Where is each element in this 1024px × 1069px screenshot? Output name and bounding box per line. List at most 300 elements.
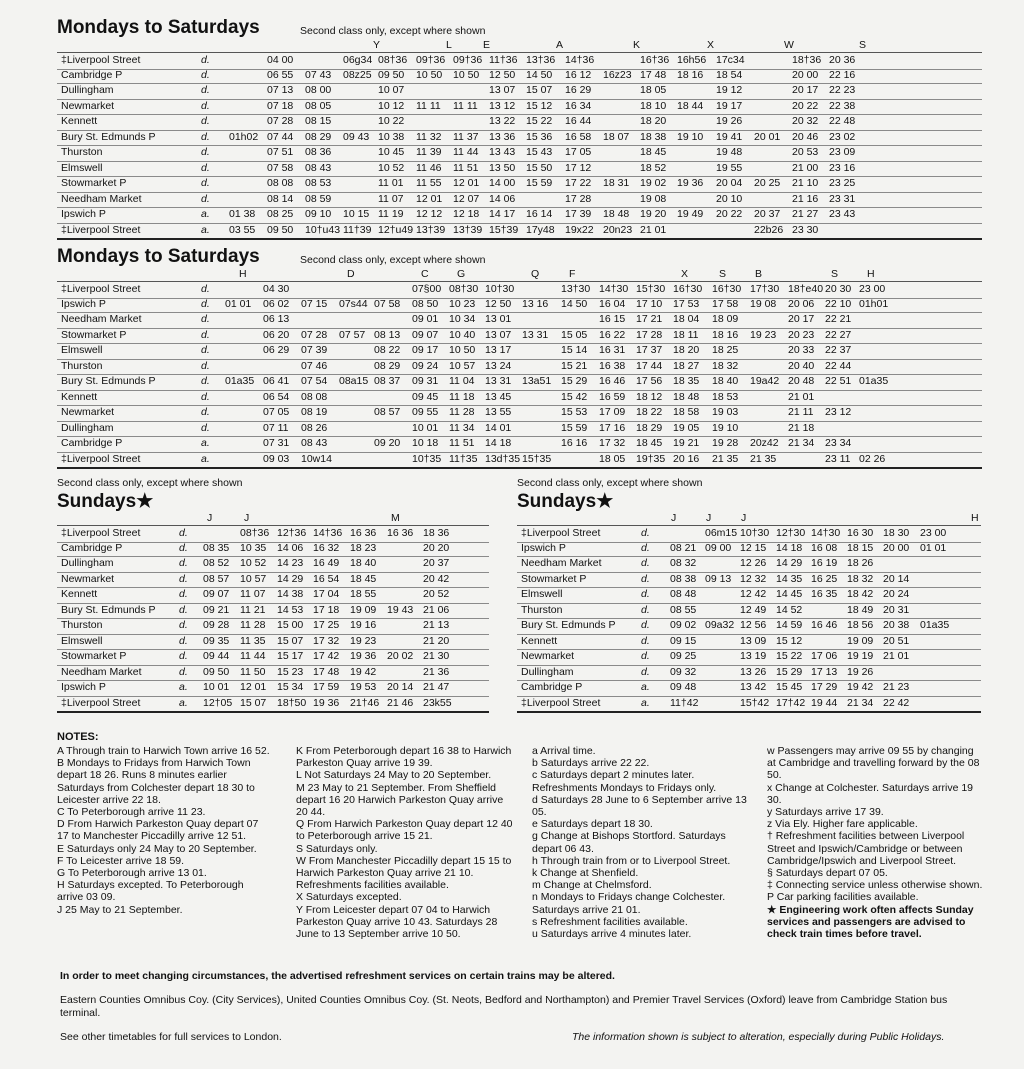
time-cell: 20 36: [829, 54, 856, 66]
time-cell: 21 01: [883, 650, 910, 662]
station-name: ‡Liverpool Street: [61, 527, 141, 539]
time-cell: 10†35: [412, 452, 442, 465]
time-cell: 08†30: [449, 283, 479, 295]
time-cell: 09 44: [203, 650, 230, 662]
time-cell: 17 48: [640, 68, 667, 81]
time-cell: 22 42: [883, 696, 910, 709]
station-name: Newmarket: [61, 99, 115, 112]
time-cell: 06 41: [263, 375, 290, 387]
table-row: [57, 114, 982, 131]
note-item: h Through train from or to Liverpool Street.: [532, 854, 731, 867]
time-cell: 17 09: [599, 406, 626, 418]
time-cell: 18 56: [847, 619, 874, 631]
station-name: Elmswell: [61, 161, 103, 174]
arrive-depart-marker: d.: [179, 665, 188, 678]
station-name: Kennett: [61, 588, 98, 600]
time-cell: 13†30: [561, 283, 591, 295]
arrive-depart-marker: d.: [201, 344, 210, 356]
time-cell: 14 00: [489, 177, 516, 189]
time-cell: 19 05: [673, 421, 700, 434]
time-cell: 15 14: [561, 344, 588, 356]
note-item: g Change at Bishops Stortford. Saturdays depart 06 43.: [532, 830, 726, 855]
engineering-work-note: ★ Engineering work often affects Sunday services and passengers are advised to check train times before travel.: [767, 903, 974, 941]
section-subtitle-3: Second class only, except where shown: [57, 477, 243, 489]
note-item: E Saturdays only 24 May to 20 September.: [57, 842, 257, 855]
time-cell: 07s44: [339, 297, 368, 310]
time-cell: 17 39: [565, 208, 592, 220]
time-cell: 15 17: [277, 650, 304, 662]
time-cell: 09 07: [412, 328, 439, 341]
table-row: [57, 436, 982, 453]
time-cell: 19 16: [350, 619, 377, 631]
section-subtitle-4: Second class only, except where shown: [517, 477, 703, 489]
time-cell: 06g34: [343, 54, 373, 66]
time-cell: 22 21: [825, 313, 852, 325]
station-name: Ipswich P: [61, 297, 106, 310]
time-cell: 14 01: [485, 421, 512, 434]
arrive-depart-marker: d.: [641, 557, 650, 569]
time-cell: 08 08: [267, 177, 294, 189]
time-cell: 19 53: [350, 681, 377, 693]
time-cell: 19 36: [313, 696, 340, 709]
service-letter: X: [681, 268, 689, 280]
time-cell: 16 59: [599, 390, 626, 403]
time-cell: 16 12: [565, 68, 592, 81]
note-item: F To Leicester arrive 18 59.: [57, 854, 185, 867]
table-row: [57, 312, 982, 329]
station-name: Bury St. Edmunds P: [61, 375, 156, 387]
time-cell: 18 35: [673, 375, 700, 387]
time-cell: 19 26: [716, 115, 743, 127]
time-cell: 11†39: [343, 223, 372, 236]
time-cell: 20 24: [883, 588, 910, 600]
time-cell: 13d†35: [485, 452, 521, 465]
time-cell: 19 08: [640, 192, 667, 205]
time-cell: 07 15: [301, 297, 328, 310]
time-cell: 17 53: [673, 297, 700, 310]
time-cell: 11 19: [378, 208, 404, 220]
time-cell: 15 50: [526, 161, 553, 174]
time-cell: 13 19: [740, 650, 767, 662]
time-cell: 18 12: [636, 390, 663, 403]
service-letter: M: [391, 512, 400, 524]
time-cell: 08z25: [343, 68, 372, 81]
time-cell: 18 58: [673, 406, 700, 418]
station-name: Newmarket: [61, 572, 115, 585]
arrive-depart-marker: d.: [201, 359, 210, 372]
time-cell: 18 10: [640, 99, 667, 112]
service-letters-row: [517, 511, 981, 525]
note-item: † Refreshment facilities between Liverpool Street and Ipswich/Cambridge or between Cambridge/Ipswich and Liverpool Street.: [767, 830, 965, 867]
time-cell: 18 32: [712, 359, 739, 372]
time-cell: 16†30: [712, 283, 742, 295]
time-cell: 12 42: [740, 588, 767, 600]
time-cell: 08 57: [374, 406, 401, 418]
station-name: Kennett: [61, 115, 98, 127]
time-cell: 16 29: [565, 84, 592, 96]
arrive-depart-marker: d.: [641, 650, 650, 662]
time-cell: 15 22: [776, 650, 803, 662]
station-name: Thurston: [61, 359, 103, 372]
time-cell: 01 38: [229, 208, 256, 220]
time-cell: 16 54: [313, 572, 340, 585]
table-row: [57, 83, 982, 100]
arrive-depart-marker: a.: [201, 223, 210, 236]
arrive-depart-marker: a.: [179, 681, 188, 693]
time-cell: 11 51: [449, 437, 475, 449]
time-cell: 10 35: [240, 541, 267, 554]
time-cell: 22b26: [754, 223, 784, 236]
time-cell: 11 44: [453, 146, 479, 158]
time-cell: 07 18: [267, 99, 294, 112]
time-cell: 20 17: [792, 84, 819, 96]
table-row: [57, 634, 489, 651]
time-cell: 08 26: [301, 421, 328, 434]
time-cell: 15†30: [636, 283, 666, 295]
arrive-depart-marker: d.: [641, 572, 650, 585]
time-cell: 09a32: [705, 619, 735, 631]
time-cell: 10 50: [453, 68, 480, 81]
time-cell: 14 45: [776, 588, 803, 600]
time-cell: 10 18: [412, 437, 439, 449]
note-item: B Mondays to Fridays from Harwich Town depart 18 26. Runs 8 minutes earlier Saturdays from Colchester depart 18 30 to Leicester arrive 22 18.: [57, 757, 255, 806]
table-row: [517, 556, 981, 573]
table-row: [57, 328, 982, 345]
station-name: Kennett: [521, 634, 558, 647]
time-cell: 09 03: [263, 452, 290, 465]
time-cell: 13 09: [740, 634, 767, 647]
notes-column-3: [532, 745, 750, 940]
time-cell: 16 46: [811, 619, 838, 631]
time-cell: 19 21: [673, 437, 700, 449]
time-cell: 15 00: [277, 619, 304, 631]
note-item: z Via Ely. Higher fare applicable.: [767, 818, 918, 831]
time-cell: 16h56: [677, 54, 707, 66]
time-cell: 21 35: [712, 452, 739, 465]
time-cell: 17 10: [636, 297, 663, 310]
time-cell: 19 20: [640, 208, 667, 220]
notes-column-4: [767, 745, 985, 940]
time-cell: 17 21: [636, 313, 663, 325]
time-cell: 20 33: [788, 344, 815, 356]
time-cell: 20 38: [883, 619, 910, 631]
note-item: Q From Harwich Parkeston Quay depart 12 40 to Peterborough arrive 15 21.: [296, 818, 513, 843]
time-cell: 13 22: [489, 115, 516, 127]
time-cell: 10 07: [378, 84, 405, 96]
time-cell: 18 15: [847, 541, 874, 554]
station-name: Elmswell: [521, 588, 563, 600]
time-cell: 14 18: [776, 541, 803, 554]
time-cell: 13†39: [453, 223, 483, 236]
arrive-depart-marker: d.: [179, 650, 188, 662]
time-cell: 06 13: [263, 313, 290, 325]
time-cell: 09 13: [705, 572, 732, 585]
note-item: P Car parking facilities available.: [767, 891, 919, 904]
time-cell: 07 43: [305, 68, 332, 81]
time-cell: 09†36: [453, 54, 483, 66]
service-letter: J: [244, 512, 250, 524]
time-cell: 16z23: [603, 68, 632, 81]
time-cell: 08 50: [412, 297, 439, 310]
time-cell: 18 40: [350, 557, 377, 569]
time-cell: 08 25: [267, 208, 294, 220]
time-cell: 09 20: [374, 437, 401, 449]
time-cell: 11†42: [670, 696, 699, 709]
time-cell: 11 01: [378, 177, 404, 189]
time-cell: 11†36: [489, 54, 518, 66]
time-cell: 14 18: [485, 437, 512, 449]
table-row: [57, 207, 982, 224]
table-row: [57, 390, 982, 407]
time-cell: 11 46: [416, 161, 442, 174]
time-cell: 09 01: [412, 313, 439, 325]
time-cell: 08 37: [374, 375, 401, 387]
time-cell: 14†36: [565, 54, 595, 66]
time-cell: 16 19: [811, 557, 838, 569]
time-cell: 11 34: [449, 421, 475, 434]
time-cell: 16 46: [599, 375, 626, 387]
note-item: D From Harwich Parkeston Quay depart 07 17 to Manchester Piccadilly arrive 12 51.: [57, 818, 259, 843]
time-cell: 15 07: [240, 696, 267, 709]
time-cell: 17 42: [313, 650, 340, 662]
time-cell: 15 12: [776, 634, 803, 647]
note-item: k Change at Shenfield.: [532, 867, 639, 880]
time-cell: 20 53: [792, 146, 819, 158]
time-cell: 08 35: [203, 541, 230, 554]
time-cell: 08 48: [670, 588, 697, 600]
time-cell: 14†30: [599, 283, 629, 295]
station-name: ‡Liverpool Street: [521, 696, 601, 709]
time-cell: 17 56: [636, 375, 663, 387]
time-cell: 23 25: [829, 177, 856, 189]
arrive-depart-marker: d.: [179, 619, 188, 631]
time-cell: 18 49: [847, 603, 874, 616]
time-cell: 13 24: [485, 359, 512, 372]
time-cell: 08 22: [374, 344, 401, 356]
time-cell: 23k55: [423, 696, 452, 709]
station-name: Cambridge P: [521, 681, 583, 693]
time-cell: 07§00: [412, 283, 442, 295]
time-cell: 12 15: [740, 541, 767, 554]
station-name: Dullingham: [521, 665, 574, 678]
time-cell: 10 01: [203, 681, 230, 693]
time-cell: 16 15: [599, 313, 626, 325]
time-cell: 16 30: [847, 527, 874, 539]
time-cell: 10 12: [378, 99, 405, 112]
time-cell: 09 43: [343, 130, 370, 143]
table-row: [57, 696, 489, 714]
time-cell: 19 09: [847, 634, 874, 647]
time-cell: 10 50: [416, 68, 443, 81]
time-cell: 21†46: [350, 696, 380, 709]
service-letter: W: [784, 39, 794, 51]
station-name: Stowmarket P: [61, 650, 127, 662]
service-letter: S: [719, 268, 727, 280]
time-cell: 10 52: [240, 557, 267, 569]
time-cell: 19 43: [387, 603, 414, 616]
station-name: Ipswich P: [61, 681, 106, 693]
time-cell: 13 17: [485, 344, 512, 356]
time-cell: 12 56: [740, 619, 767, 631]
station-name: Newmarket: [521, 650, 575, 662]
service-letter: C: [421, 268, 429, 280]
time-cell: 12†36: [277, 527, 307, 539]
time-cell: 19 41: [716, 130, 743, 143]
arrive-depart-marker: d.: [201, 146, 210, 158]
time-cell: 11 11: [453, 99, 478, 112]
arrive-depart-marker: d.: [641, 527, 650, 539]
time-cell: 20 14: [883, 572, 910, 585]
time-cell: 21 30: [423, 650, 450, 662]
time-cell: 14 38: [277, 588, 304, 600]
note-item: w Passengers may arrive 09 55 by changing at Cambridge and travelling forward by the 08 50.: [767, 745, 980, 782]
table-row: [517, 649, 981, 666]
time-cell: 17y48: [526, 223, 555, 236]
time-cell: 22 38: [829, 99, 856, 112]
time-cell: 13 31: [485, 375, 512, 387]
time-cell: 18 20: [673, 344, 700, 356]
service-letter: J: [207, 512, 213, 524]
time-cell: 23 11: [825, 452, 851, 465]
time-cell: 07 58: [267, 161, 294, 174]
time-cell: 18 52: [640, 161, 667, 174]
station-name: Elmswell: [61, 634, 103, 647]
time-cell: 13a51: [522, 375, 552, 387]
station-name: ‡Liverpool Street: [61, 223, 141, 236]
station-name: Dullingham: [61, 421, 114, 434]
station-name: Elmswell: [61, 344, 103, 356]
service-letters-row: [57, 267, 982, 281]
time-cell: 08 19: [301, 406, 328, 418]
arrive-depart-marker: d.: [179, 634, 188, 647]
note-item: y Saturdays arrive 17 39.: [767, 806, 884, 819]
service-letter: H: [239, 268, 247, 280]
time-cell: 20 40: [788, 359, 815, 372]
time-cell: 12 01: [453, 177, 480, 189]
time-cell: 11 28: [449, 406, 475, 418]
arrive-depart-marker: d.: [179, 527, 188, 539]
note-item: L Not Saturdays 24 May to 20 September.: [296, 769, 492, 782]
time-cell: 17 37: [636, 344, 663, 356]
table-row: [57, 99, 982, 116]
time-cell: 18 16: [712, 328, 739, 341]
time-cell: 19a42: [750, 375, 780, 387]
time-cell: 17 59: [313, 681, 340, 693]
time-cell: 11†35: [449, 452, 478, 465]
time-cell: 11 39: [416, 146, 442, 158]
time-cell: 08 57: [203, 572, 230, 585]
time-cell: 09 50: [378, 68, 405, 81]
time-cell: 14 50: [561, 297, 588, 310]
table-row: [57, 161, 982, 178]
time-cell: 10 45: [378, 146, 405, 158]
time-cell: 22 10: [825, 297, 852, 310]
station-name: Bury St. Edmunds P: [61, 130, 156, 143]
time-cell: 07 51: [267, 146, 294, 158]
note-item: m Change at Chelmsford.: [532, 879, 652, 892]
time-cell: 11 32: [416, 130, 442, 143]
time-cell: 06 54: [263, 390, 290, 403]
time-cell: 16 44: [565, 115, 592, 127]
time-cell: 20 00: [883, 541, 910, 554]
time-cell: 20z42: [750, 437, 779, 449]
service-letter: H: [867, 268, 875, 280]
service-letter: X: [707, 39, 715, 51]
time-cell: 16 04: [599, 297, 626, 310]
station-name: Stowmarket P: [61, 328, 127, 341]
time-cell: 20 32: [792, 115, 819, 127]
time-cell: 20 46: [792, 130, 819, 143]
time-cell: 09 35: [203, 634, 230, 647]
time-cell: 07 44: [267, 130, 294, 143]
time-cell: 21 20: [423, 634, 450, 647]
table-row: [57, 176, 982, 193]
time-cell: 11 37: [453, 130, 479, 143]
time-cell: 06m15: [705, 527, 738, 539]
time-cell: 11 44: [240, 650, 266, 662]
time-cell: 12 50: [489, 68, 516, 81]
time-cell: 02 26: [859, 452, 886, 465]
time-cell: 19 23: [350, 634, 377, 647]
table-row: [57, 587, 489, 604]
table-row: [57, 452, 982, 470]
time-cell: 10 50: [449, 344, 476, 356]
station-name: Kennett: [61, 390, 98, 403]
time-cell: 14 23: [277, 557, 304, 569]
table-row: [517, 696, 981, 714]
time-cell: 10 40: [449, 328, 476, 341]
time-cell: 13 26: [740, 665, 767, 678]
time-cell: 10 57: [240, 572, 267, 585]
time-cell: 16 22: [599, 328, 626, 341]
time-cell: 22 48: [829, 115, 856, 127]
arrive-depart-marker: d.: [201, 390, 210, 403]
service-letter: K: [633, 39, 641, 51]
time-cell: 13 55: [485, 406, 512, 418]
table-row: [57, 603, 489, 620]
time-cell: 14†30: [811, 527, 841, 539]
time-cell: 17 29: [811, 681, 838, 693]
time-cell: 13 31: [522, 328, 549, 341]
time-cell: 07 57: [339, 328, 366, 341]
station-name: Dullingham: [61, 84, 114, 96]
section-title-2: Mondays to Saturdays: [57, 246, 260, 267]
note-item: S Saturdays only.: [296, 842, 378, 855]
time-cell: 11 11: [416, 99, 441, 112]
time-cell: 18 45: [350, 572, 377, 585]
time-cell: 06 02: [263, 297, 290, 310]
time-cell: 18 20: [640, 115, 667, 127]
time-cell: 08†36: [378, 54, 408, 66]
time-cell: 17†42: [776, 696, 806, 709]
service-letters-row: [57, 511, 489, 525]
time-cell: 19 17: [716, 99, 743, 112]
time-cell: 18 42: [847, 588, 874, 600]
service-letter: J: [741, 512, 747, 524]
time-cell: 21 23: [883, 681, 910, 693]
time-cell: 23 02: [829, 130, 856, 143]
time-cell: 16 34: [565, 99, 592, 112]
time-cell: 18 11: [673, 328, 699, 341]
arrive-depart-marker: d.: [201, 283, 210, 295]
time-cell: 21 27: [792, 208, 819, 220]
table-row: [57, 223, 982, 241]
time-cell: 19 23: [750, 328, 777, 341]
time-cell: 21 01: [640, 223, 667, 236]
time-cell: 18 04: [673, 313, 700, 325]
time-cell: 14 06: [489, 192, 516, 205]
arrive-depart-marker: d.: [201, 84, 210, 96]
